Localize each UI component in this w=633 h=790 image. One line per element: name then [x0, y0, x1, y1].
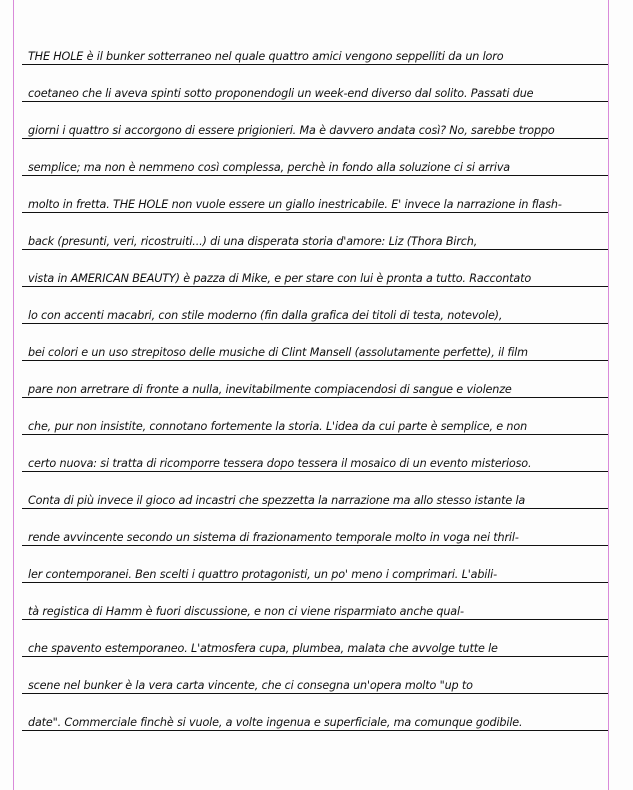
- text-line: [22, 139, 608, 176]
- right-margin-line: [608, 0, 609, 790]
- text-line: [22, 102, 608, 139]
- handwritten-text: molto in fretta. THE HOLE non vuole essere un giallo inestricabile. E' invece la narrazione in flash-: [28, 198, 562, 211]
- text-line: [22, 213, 608, 250]
- text-line: [22, 509, 608, 546]
- handwritten-text: bei colori e un uso strepitoso delle musiche di Clint Mansell (assolutamente perfette), il film: [28, 346, 528, 359]
- handwritten-text: ler contemporanei. Ben scelti i quattro protagonisti, un po' meno i comprimari. L'abili-: [28, 568, 498, 581]
- text-line: [22, 620, 608, 657]
- handwritten-text: semplice; ma non è nemmeno così complessa, perchè in fondo alla soluzione ci si arriva: [28, 161, 511, 174]
- text-line: [22, 583, 608, 620]
- text-line: [22, 176, 608, 213]
- handwritten-text: che, pur non insistite, connotano fortemente la storia. L'idea da cui parte è semplice, e non: [28, 420, 528, 433]
- text-line: [22, 324, 608, 361]
- text-line: [22, 65, 608, 102]
- text-line: [22, 287, 608, 324]
- left-margin-line: [13, 0, 14, 790]
- handwritten-text: lo con accenti macabri, con stile moderno (fin dalla grafica dei titoli di testa, notevole),: [28, 309, 503, 322]
- handwritten-text: certo nuova: si tratta di ricomporre tessera dopo tessera il mosaico di un evento misterioso.: [28, 457, 532, 470]
- text-line: [22, 435, 608, 472]
- text-line: [22, 472, 608, 509]
- text-line: [22, 361, 608, 398]
- text-line: [22, 546, 608, 583]
- text-line: [22, 657, 608, 694]
- text-line: [22, 28, 608, 65]
- handwritten-text: coetaneo che li aveva spinti sotto proponendogli un week-end diverso dal solito. Passati due: [28, 87, 534, 100]
- text-line: [22, 250, 608, 287]
- handwritten-text: back (presunti, veri, ricostruiti...) di una disperata storia d'amore: Liz (Thora Birch,: [28, 235, 478, 248]
- handwritten-text: scene nel bunker è la vera carta vincente, che ci consegna un'opera molto "up to: [28, 679, 473, 692]
- handwritten-text: che spavento estemporaneo. L'atmosfera cupa, plumbea, malata che avvolge tutte le: [28, 642, 498, 655]
- handwritten-text: pare non arretrare di fronte a nulla, inevitabilmente compiacendosi di sangue e violenze: [28, 383, 512, 396]
- handwritten-text: vista in AMERICAN BEAUTY) è pazza di Mike, e per stare con lui è pronta a tutto. Raccontato: [28, 272, 532, 285]
- text-line: [22, 398, 608, 435]
- handwritten-text: giorni i quattro si accorgono di essere prigionieri. Ma è davvero andata così? No, sarebbe troppo: [28, 124, 555, 137]
- handwritten-text: THE HOLE è il bunker sotterraneo nel quale quattro amici vengono seppelliti da un loro: [28, 50, 504, 63]
- handwritten-text: date". Commerciale finchè si vuole, a volte ingenua e superficiale, ma comunque godibile.: [28, 716, 523, 729]
- handwritten-text: Conta di più invece il gioco ad incastri che spezzetta la narrazione ma allo stesso istante la: [28, 494, 526, 507]
- text-line: [22, 694, 608, 731]
- handwritten-text: rende avvincente secondo un sistema di frazionamento temporale molto in voga nei thril-: [28, 531, 519, 544]
- handwritten-text: tà registica di Hamm è fuori discussione, e non ci viene risparmiato anche qual-: [28, 605, 464, 618]
